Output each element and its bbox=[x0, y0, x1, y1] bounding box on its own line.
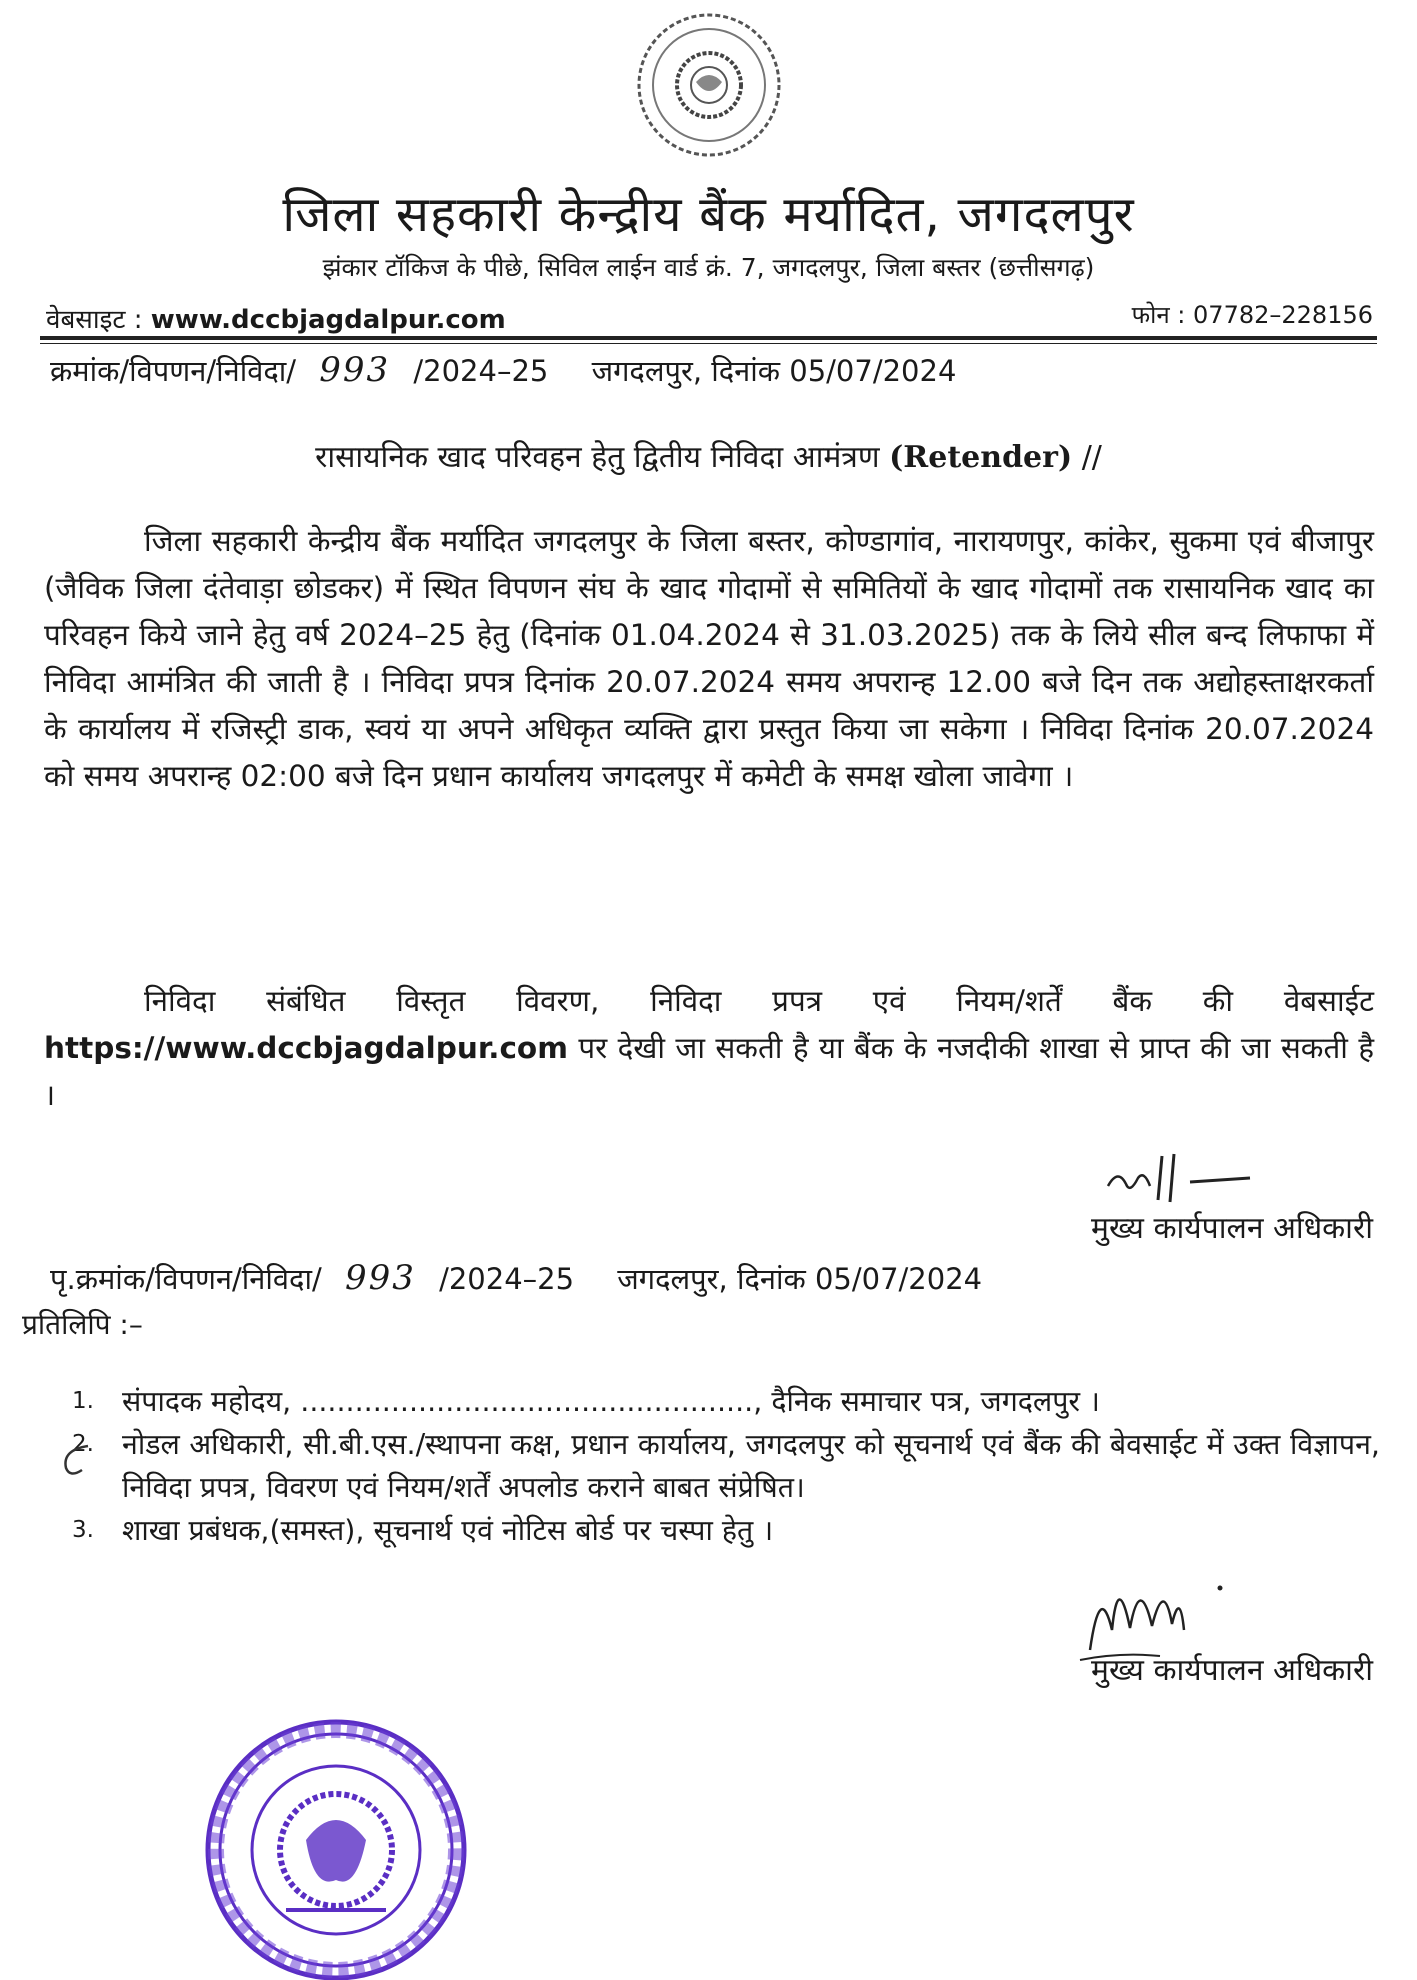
heading-retender: (Retender) bbox=[889, 440, 1073, 475]
copy-item-number: 3. bbox=[72, 1517, 94, 1543]
copy-item-number: 2. bbox=[72, 1431, 94, 1457]
bank-address: झंकार टॉकिज के पीछे, सिविल लाईन वार्ड क्रं. 7, जगदलपुर, जिला बस्तर (छत्तीसगढ़) bbox=[322, 253, 1095, 282]
copy-to-item bbox=[60, 1423, 1380, 1509]
website-link[interactable]: www.dccbjagdalpur.com bbox=[150, 305, 506, 335]
copy-item-text: शाखा प्रबंधक,(समस्त), सूचनार्थ एवं नोटिस बोर्ड पर चस्पा हेतु । bbox=[122, 1514, 774, 1547]
official-seal-stamp bbox=[196, 1700, 476, 1980]
reference-date: जगदलपुर, दिनांक 05/07/2024 bbox=[591, 354, 957, 388]
reference-2-number: 993 bbox=[344, 1258, 416, 1298]
paragraph-2-outro: पर देखी जा सकती है या बैंक के नजदीकी शाखा से प्राप्त की जा सकती है । bbox=[44, 1031, 1374, 1112]
signatory-title-2: मुख्य कार्यपालन अधिकारी bbox=[1091, 1653, 1373, 1688]
reference-prefix: क्रमांक/विपणन/निविदा/ bbox=[50, 354, 297, 388]
tick-mark-icon bbox=[58, 1440, 98, 1480]
paragraph-2-intro: निविदा संबंधित विस्तृत विवरण, निविदा प्रपत्र एवं नियम/शर्तें बैंक की वेबसाईट bbox=[144, 984, 1374, 1018]
notice-paragraph-1: जिला सहकारी केन्द्रीय बैंक मर्यादित जगदलपुर के जिला बस्तर, कोण्डागांव, नारायणपुर, कांकेर, सुकमा एवं बीजापुर (जैविक जिला दंतेवाड़ा छोडकर) में स्थित विपणन संघ के खाद गोदामों से समितियों के खाद गोदामों तक रासायनिक खाद का परिवहन किये जाने हेतु वर्ष 2024–25 हेतु (दिनांक 01.04.2024 से 31.03.2025) तक के लिये सील बन्द लिफाफा में निविदा आमंत्रित की जाती है । निविदा प्रपत्र दिनांक 20.07.2024 समय अपरान्ह 12.00 बजे दिन तक अद्योहस्ताक्षरकर्ता के कार्यालय में रजिस्ट्री डाक, स्वयं या अपने अधिकृत व्यक्ति द्वारा प्रस्तुत किया जा सकेगा । निविदा दिनांक 20.07.2024 को समय अपरान्ह 02:00 बजे दिन प्रधान कार्यालय जगदलपुर में कमेटी के समक्ष खोला जावेगा । bbox=[44, 524, 1374, 793]
signatory-title-1: मुख्य कार्यपालन अधिकारी bbox=[1091, 1211, 1373, 1246]
copy-item-text: संपादक महोदय, .................................................., दैनिक समाचार पत्र, जगदलपुर । bbox=[122, 1385, 1100, 1418]
bank-name: जिला सहकारी केन्द्रीय बैंक मर्यादित, जगदलपुर bbox=[282, 186, 1135, 243]
reference-2-year: /2024–25 bbox=[439, 1262, 575, 1296]
website-line bbox=[46, 300, 506, 336]
phone-label: फोन : bbox=[1131, 301, 1186, 329]
tender-website-link[interactable]: https://www.dccbjagdalpur.com bbox=[44, 1031, 568, 1065]
reference-year: /2024–25 bbox=[413, 354, 549, 388]
copy-item-number: 1. bbox=[72, 1388, 94, 1414]
copy-to-label: प्रतिलिपि :– bbox=[22, 1308, 143, 1341]
copy-to-item bbox=[60, 1380, 1380, 1423]
signature-initials-mark bbox=[1100, 1148, 1260, 1208]
reference-2-date: जगदलपुर, दिनांक 05/07/2024 bbox=[617, 1262, 983, 1296]
phone-line bbox=[1132, 298, 1373, 331]
reference-2-prefix: पृ.क्रमांक/विपणन/निविदा/ bbox=[50, 1262, 322, 1296]
reference-line-2 bbox=[50, 1258, 982, 1298]
heading-suffix: // bbox=[1081, 440, 1102, 475]
copy-to-item bbox=[60, 1509, 1380, 1552]
copy-to-list bbox=[60, 1380, 1380, 1552]
bank-emblem-icon bbox=[634, 10, 784, 160]
heading-text: रासायनिक खाद परिवहन हेतु द्वितीय निविदा आमंत्रण bbox=[315, 440, 880, 475]
copy-item-text: नोडल अधिकारी, सी.बी.एस./स्थापना कक्ष, प्रधान कार्यालय, जगदलपुर को सूचनार्थ एवं बैंक की बेवसाईट में उक्त विज्ञापन, निविदा प्रपत्र, विवरण एवं नियम/शर्तें अपलोड कराने बाबत संप्रेषित। bbox=[122, 1428, 1380, 1504]
header-divider bbox=[40, 336, 1377, 344]
reference-number: 993 bbox=[319, 350, 391, 390]
website-label: वेबसाइट : bbox=[46, 305, 143, 335]
phone-number: 07782–228156 bbox=[1193, 301, 1373, 329]
notice-paragraph-2 bbox=[44, 978, 1374, 1119]
reference-line bbox=[50, 350, 956, 390]
notice-heading bbox=[0, 435, 1417, 476]
